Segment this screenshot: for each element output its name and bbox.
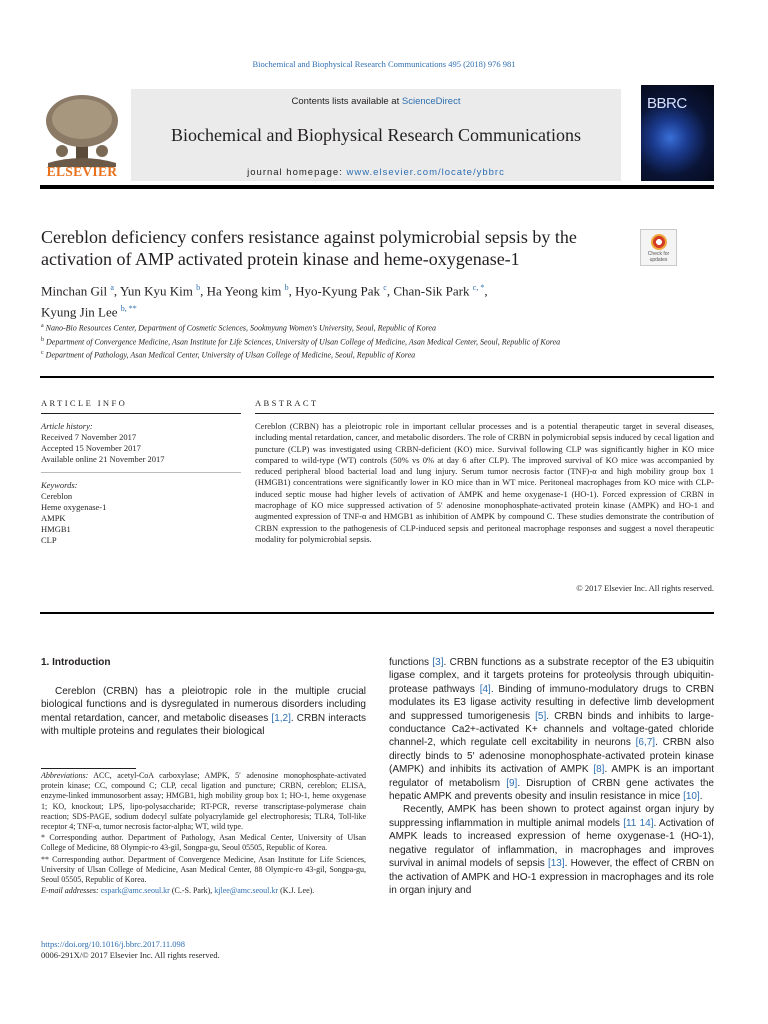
affiliation xyxy=(41,321,631,334)
email-owner: (K.J. Lee). xyxy=(278,886,315,896)
contents-prefix: Contents lists available at xyxy=(291,96,402,107)
front-matter-divider xyxy=(40,376,714,378)
reference-link[interactable]: [5] xyxy=(535,710,547,722)
journal-homepage-link[interactable]: www.elsevier.com/locate/ybbrc xyxy=(346,167,505,178)
article-info-heading: ARTICLE INFO xyxy=(41,398,128,408)
intro-text: . Binding of immuno-modulatory drugs to CRBN modulates its E3 ligase activity resulting in defective limb development and suppressed tumorigenesis xyxy=(389,683,715,722)
reference-link[interactable]: [4] xyxy=(479,683,491,695)
author-name[interactable]: Yun Kyu Kim xyxy=(119,283,193,299)
affiliation xyxy=(41,348,631,361)
crossmark-label: Check for updates xyxy=(647,251,670,263)
homepage-prefix: journal homepage: xyxy=(247,167,347,178)
intro-text: Cereblon (CRBN) has a pleiotropic role in the multiple crucial biological functions and is dysregulated in numerous disorders including mental retardation, cancer, and metabolic diseases xyxy=(41,686,366,724)
journal-citation[interactable]: Biochemical and Biophysical Research Communications 495 (2018) 976 981 xyxy=(252,59,516,69)
reference-link[interactable]: [13] xyxy=(547,858,565,870)
reference-link[interactable]: [9] xyxy=(506,777,518,789)
intro-paragraph xyxy=(389,656,714,803)
keyword: AMPK xyxy=(41,513,66,523)
email-link[interactable]: kjlee@amc.seoul.kr xyxy=(214,886,279,896)
author-affiliation-mark[interactable]: b xyxy=(196,283,201,292)
journal-banner xyxy=(131,89,621,181)
reference-link[interactable]: [10] xyxy=(683,791,700,803)
author-name[interactable]: Minchan Gil xyxy=(41,283,108,299)
author-affiliation-mark[interactable]: b, ** xyxy=(120,304,137,314)
homepage-line xyxy=(131,167,621,178)
abbreviations-label: Abbreviations: xyxy=(41,771,89,780)
intro-text: . However, the effect of CRBN on the activation of AMPK and HO-1 expression in macrophages and its role in organ injury and xyxy=(389,858,715,896)
journal-cover-image[interactable] xyxy=(641,85,714,181)
email-label: E-mail addresses: xyxy=(41,886,99,896)
keywords-label: Keywords: xyxy=(41,480,78,490)
intro-text: Recently, AMPK has been shown to protect against organ injury by suppressing inflammation in multiple animal models xyxy=(389,804,714,829)
journal-title: Biochemical and Biophysical Research Communications xyxy=(171,125,581,145)
abbreviations-footnote xyxy=(41,771,366,832)
intro-text: . Disruption of CRBN gene activates the hepatic AMPK and prevents obesity and insulin resistance in mice xyxy=(389,777,714,803)
doi-link[interactable]: https://doi.org/10.1016/j.bbrc.2017.11.098 xyxy=(41,939,186,949)
article-history xyxy=(41,421,241,465)
affiliation-mark: c xyxy=(41,350,44,357)
crossmark-icon xyxy=(651,234,667,250)
intro-text: . xyxy=(699,791,703,803)
affiliation-text: Department of Pathology, Asan Medical Center, University of Ulsan College of Medicine, Seoul, Republic of Korea xyxy=(45,350,416,360)
intro-text: functions xyxy=(389,657,433,668)
issn-copyright: 0006-291X/© 2017 Elsevier Inc. All rights reserved. xyxy=(41,950,220,960)
info-separator xyxy=(41,472,241,473)
affiliation xyxy=(41,335,631,348)
accepted-date: Accepted 15 November 2017 xyxy=(41,443,141,453)
author-affiliation-mark[interactable]: c xyxy=(383,283,387,292)
intro-paragraph xyxy=(389,803,714,897)
author-affiliation-mark[interactable]: c, * xyxy=(472,283,485,292)
keywords xyxy=(41,480,241,546)
author-affiliation-mark[interactable]: b xyxy=(284,283,289,292)
keyword: CLP xyxy=(41,535,57,545)
introduction-left-column xyxy=(41,685,366,739)
intro-paragraph xyxy=(41,685,366,739)
journal-header xyxy=(40,85,714,181)
reference-link[interactable]: [11 14] xyxy=(623,817,654,829)
author-name[interactable]: Hyo-Kyung Pak xyxy=(295,283,380,299)
footnote-rule xyxy=(41,768,136,769)
check-for-updates-badge[interactable] xyxy=(640,229,677,266)
section-heading-introduction: 1. Introduction xyxy=(41,657,111,668)
corresponding-author-footnote: * Corresponding author. Department of Pathology, Asan Medical Center, University of Ulsan College of Medicine, 88 Olympic-ro 43-gil, Songpa-gu, Seoul 05505, Republic of Korea. xyxy=(41,833,366,853)
affiliations xyxy=(41,321,631,362)
footnotes xyxy=(41,771,366,897)
abstract-heading: ABSTRACT xyxy=(255,398,319,408)
elsevier-wordmark[interactable]: ELSEVIER xyxy=(46,164,118,179)
corresponding-author-footnote: ** Corresponding author. Department of Convergence Medicine, Asan Institute for Life Sciences, University of Ulsan College of Medicine, Asan Medical Center, 88 Olympic-ro 43-gil, Songpa-gu, Seoul 05505, Republic of Korea. xyxy=(41,854,366,885)
intro-text: . CRBN functions as a substrate receptor of the E3 ubiquitin ligase complex, and it targets proteins for proteolysis through ubiquitin-protease pathways xyxy=(389,657,714,695)
intro-text: . CRBN also directly binds to 5′ adenosine monophosphate-activated protein kinase (AMPK) and inhibits its activation of AMPK xyxy=(389,737,715,776)
keyword: HMGB1 xyxy=(41,524,71,534)
reference-link[interactable]: [8] xyxy=(593,764,605,776)
online-date: Available online 21 November 2017 xyxy=(41,454,165,464)
author-name[interactable]: Kyung Jin Lee xyxy=(41,304,118,320)
affiliation-mark: a xyxy=(41,323,44,329)
abstract-divider xyxy=(40,612,714,614)
sciencedirect-link[interactable]: ScienceDirect xyxy=(401,96,461,107)
intro-text: . CRBN binds and inhibits to large-conductance Ca2+-activated K+ channels and voltage-gated chloride channel-2, which regulate cell excitability in neurons xyxy=(389,710,714,749)
intro-text: . AMPK is an important regulator of metabolism xyxy=(389,764,714,789)
email-footnote xyxy=(41,886,366,896)
affiliation-mark: b xyxy=(41,336,44,343)
article-info-rule xyxy=(41,413,241,414)
author-list: Minchan Gil $^a$, Yun Kyu Kim $^b$, Ha Yeong kim $^b$, Hyo-Kyung Pak $^c$, Chan-Sik Park $^{c, *}$, Kyung Jin Lee $^{b, **}$ xyxy=(41,283,488,320)
reference-link[interactable]: [3] xyxy=(432,657,444,668)
affiliation-text: Department of Convergence Medicine, Asan Institute for Life Sciences, University of Ulsan College of Medicine, Asan Medical Center, Seoul, Republic of Korea xyxy=(46,337,561,347)
abbreviations-text: ACC, acetyl-CoA carboxylase; AMPK, 5′ adenosine monophosphate-activated protein kinase; CC, compound C; CLP, cecal ligation and puncture; CRBN, cereblon; ELISA, enzyme-linked immunosorbent assay; HMGB1, high mobility group box 1; HO-1, heme oxygenase 1; KO, knockout; LPS, lipo-polysaccharide; RT-PCR, reverse transcriptase-polymerase chain reaction; SDS-PAGE, sodium dodecyl sulfate polyacrylamide gel electrophoresis; TLR4, Toll-like receptor 4; TNF-α, tumor necrosis factor-alpha; WT, wild type. xyxy=(41,771,366,832)
reference-link[interactable]: [1,2] xyxy=(271,712,291,724)
keyword: Cereblon xyxy=(41,491,73,501)
contents-line xyxy=(131,96,621,107)
header-divider xyxy=(40,185,714,189)
author-affiliation-mark[interactable]: a xyxy=(110,283,114,292)
article-title: Cereblon deficiency confers resistance against polymicrobial sepsis by the activation of AMP activated protein kinase and heme-oxygenase-1 xyxy=(41,227,577,269)
affiliation-text: Nano-Bio Resources Center, Department of Cosmetic Sciences, Sookmyung Women's University, Seoul, Republic of Korea xyxy=(45,323,436,333)
received-date: Received 7 November 2017 xyxy=(41,432,137,442)
author-name[interactable]: Ha Yeong kim xyxy=(206,283,282,299)
abstract-copyright: © 2017 Elsevier Inc. All rights reserved. xyxy=(576,583,714,593)
introduction-right-column xyxy=(389,656,714,897)
abstract-rule xyxy=(255,413,714,414)
intro-text: . Activation of AMPK leads to increased expression of heme oxygenase-1 (HO-1), negative regulator of inflammation, in macrophages and improves survival in animal models of sepsis xyxy=(389,817,714,870)
cover-title: BBRC xyxy=(647,95,687,112)
article-history-label: Article history: xyxy=(41,421,93,431)
abstract-body: Cereblon (CRBN) has a pleiotropic role in important cellular processes and is a potential therapeutic target in several diseases, including mental retardation, cancer, and metabolic disorders. The role of CRBN in polymicrobial sepsis induced by cecal ligation and puncture (CLP) was investigated using CRBN-deficient (KO) mice. Survival following CLP was significantly higher in KO mice compared to wild-type (WT) controls (50% vs 0% at day 6 after CLP). The improved survival of KO mice was accompanied by reduced peripheral blood bacterial load and lung injury. Serum tumor necrosis factor (TNF)-α and high mobility group box 1 (HMGB1) concentrations were significantly lower in KO mice than in WT mice. Peritoneal macrophages from KO mice with CLP-induced septic mouse had higher levels of activation of AMPK and heme oxygenase-1 (HO-1). Forced expression of CRBN in macrophage of KO mice suppressed activation of 5′ adenosine monophosphate-activated protein kinase (AMPK) and HO-1 and augmented expression of TNF-α and HMGB1 as inhibition of AMPK by compound C. These studies demonstrate the contribution of CRBN expression to the pathogenesis of CLP-induced sepsis and peritoneal macrophage responses and suggest a novel therapeutic modality for polymicrobial sepsis. xyxy=(255,421,714,544)
keyword: Heme oxygenase-1 xyxy=(41,502,107,512)
intro-text: . CRBN interacts with multiple proteins and regulates their biological xyxy=(41,712,367,738)
email-link[interactable]: cspark@amc.seoul.kr xyxy=(100,886,170,896)
author-name[interactable]: Chan-Sik Park xyxy=(393,283,470,299)
reference-link[interactable]: [6,7] xyxy=(635,737,656,749)
email-owner: (C.-S. Park), xyxy=(169,886,215,896)
